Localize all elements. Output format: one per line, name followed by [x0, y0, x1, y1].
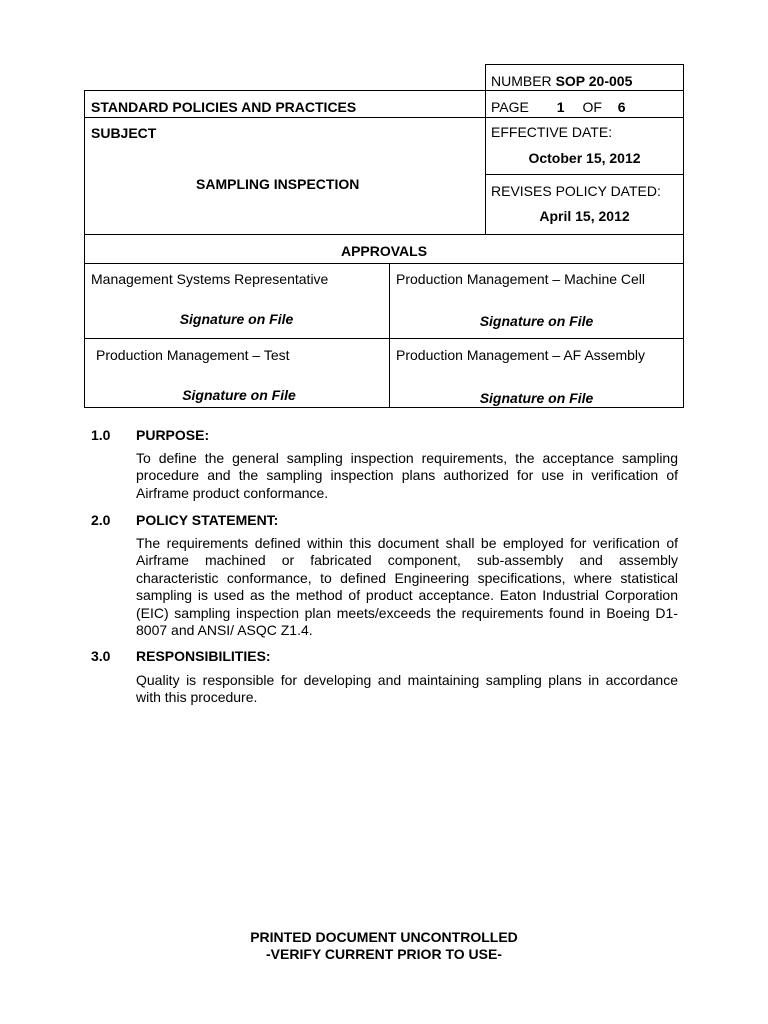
section-number: 1.0 [91, 427, 111, 443]
section-title: PURPOSE: [136, 427, 210, 443]
approvals-divider-title [84, 263, 684, 264]
approvals-title: APPROVALS [340, 243, 428, 259]
number-value: SOP 20-005 [555, 73, 633, 89]
approval-role: Management Systems Representative [91, 271, 329, 287]
section-body: The requirements defined within this document shall be employed for verification of Airframe machined or fabricated component, sub-assembly and assembly characteristic conformance, to defined Engineering specifications, where statistical sampling is used as the method of product acceptance. Eaton Industrial Corporation (EIC) sampling inspection plan meets/exceeds the requirements found in Boeing D1-8007 and ANSI/ ASQC Z1.4. [136, 535, 678, 639]
section-title: POLICY STATEMENT: [136, 512, 279, 528]
footer-uncontrolled-notice: PRINTED DOCUMENT UNCONTROLLED [250, 929, 518, 945]
effective-date-label: EFFECTIVE DATE: [491, 124, 613, 140]
section-number: 3.0 [91, 648, 111, 664]
approval-signature: Signature on File [182, 387, 296, 403]
section-title: RESPONSIBILITIES: [136, 648, 271, 664]
subject-label: SUBJECT [91, 125, 157, 141]
approval-signature: Signature on File [479, 313, 594, 329]
section-body: Quality is responsible for developing and maintaining sampling plans in accordance with this procedure. [136, 672, 678, 706]
of-label: OF [582, 99, 602, 115]
approval-signature: Signature on File [179, 311, 294, 327]
approval-role: Production Management – Machine Cell [396, 271, 646, 287]
revises-policy-label: REVISES POLICY DATED: [491, 183, 661, 199]
approvals-divider-row [84, 338, 684, 339]
header-divider-row1 [84, 117, 684, 118]
page-label: PAGE [491, 99, 529, 115]
header-divider-row2 [485, 174, 684, 175]
effective-date-value: October 15, 2012 [528, 150, 641, 166]
org-title: STANDARD POLICIES AND PRACTICES [91, 99, 357, 115]
approval-signature: Signature on File [479, 390, 594, 406]
approval-role: Production Management – Test [96, 347, 290, 363]
number-field [491, 73, 632, 89]
section-number: 2.0 [91, 512, 111, 528]
approval-role: Production Management – AF Assembly [396, 347, 646, 363]
page-total: 6 [617, 99, 626, 115]
page-field [491, 99, 626, 115]
page-number: 1 [556, 99, 565, 115]
subject-value: SAMPLING INSPECTION [196, 176, 360, 192]
section-body: To define the general sampling inspection requirements, the acceptance sampling procedure and the sampling inspection plans authorized for use in verification of Airframe product conformance. [136, 450, 678, 501]
revises-policy-value: April 15, 2012 [539, 208, 630, 224]
footer-verify-notice: -VERIFY CURRENT PRIOR TO USE- [266, 946, 502, 962]
number-label: NUMBER [491, 73, 552, 89]
